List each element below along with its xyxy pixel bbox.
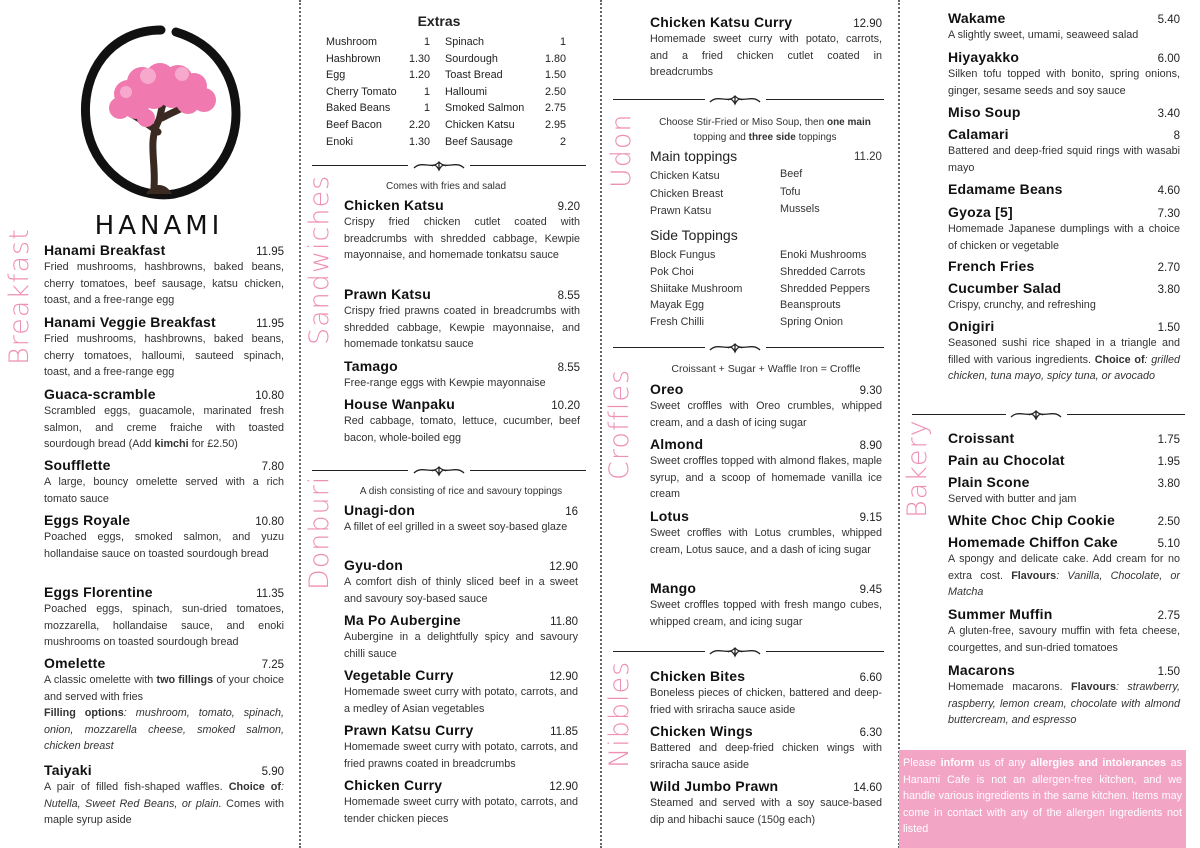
menu-item [44, 762, 284, 829]
item-name: Omelette [44, 655, 106, 671]
item-desc: Poached eggs, spinach, sun-dried tomatoes, mozzarella, hollandaise sauce, and enoki mushrooms on toasted sourdough bread [44, 603, 284, 648]
udon-side-title: Side Toppings [650, 227, 738, 243]
item-price: 7.80 [261, 461, 284, 473]
logo [76, 22, 246, 241]
udon-note: Choose Stir-Fried or Miso Soup, then one main topping and three side toppings [659, 117, 871, 143]
item-name: Soufflette [44, 457, 111, 473]
allergy-notice: Please inform us of any allergies and intolerances as Hanami Cafe is not an allergen-free kitchen, and we handle various ingredients in the same kitchen. Items may come in contact with any of the allergen ingredients not listed [899, 750, 1186, 848]
menu-item [44, 457, 284, 507]
menu-item: Homemade Chiffon Cake 5.10 A spongy and delicate cake. Add cream for no extra cost. Flavours: Vanilla, Chocolate, or Matcha [948, 534, 1180, 598]
menu-item: Calamari 8 Battered and deep-fried squid rings with wasabi mayo [948, 126, 1180, 174]
section-note: Croissant + Sugar + Waffle Iron = Croffle [671, 363, 861, 375]
brand-name: HANAMI [94, 211, 224, 241]
section-title-nibbles: Nibbles [604, 660, 635, 768]
item-name: Eggs Royale [44, 512, 131, 528]
menu-item [44, 314, 284, 381]
menu-item: Wakame 5.40 A slightly sweet, umami, seaweed salad [948, 10, 1180, 41]
menu-item [44, 512, 284, 562]
item-price: 10.80 [255, 516, 284, 528]
menu-item: Chicken Bites 6.60 Boneless pieces of chicken, battered and deep-fried with sriracha sauce aside [650, 668, 882, 716]
menu-item: White Choc Chip Cookie 2.50 [948, 512, 1180, 528]
section-title-sandwiches: Sandwiches [304, 174, 335, 345]
udon-main-price: 11.20 [854, 151, 882, 163]
menu-item: Unagi-don 16 A fillet of eel grilled in a sweet soy-based glaze [344, 502, 578, 533]
menu-item: Hiyayakko 6.00 Silken tofu topped with bonito, spring onions, ginger, sesame seeds and soy sauce [948, 49, 1180, 97]
menu-item [44, 386, 284, 453]
menu-item [44, 655, 284, 755]
menu-item: Chicken Katsu Curry 12.90 Homemade sweet curry with potato, carrots, and a fried chicken cutlet coated in breadcrumbs [650, 14, 882, 78]
menu-item: Tamago 8.55 Free-range eggs with Kewpie mayonnaise [344, 358, 580, 389]
item-price: 7.25 [261, 659, 284, 671]
divider-line [1067, 414, 1185, 415]
item-price: 11.95 [256, 318, 284, 330]
udon-side-right: Enoki Mushrooms Shredded Carrots Shredded Peppers Beansprouts Spring Onion [780, 249, 871, 329]
menu-item: Pain au Chocolat 1.95 [948, 452, 1180, 468]
item-name: Guaca-scramble [44, 386, 156, 402]
udon-main-right: Beef Tofu Mussels [780, 168, 820, 215]
cherry-blossom-logo-icon [76, 22, 246, 202]
item-price: 10.80 [255, 390, 284, 402]
section-title-udon: Udon [606, 113, 637, 188]
item-desc: A large, bouncy omelette served with a rich tomato sauce [44, 476, 284, 505]
menu-item: House Wanpaku 10.20 Red cabbage, tomato, lettuce, cucumber, beef bacon, whole-boiled egg [344, 396, 580, 444]
column-divider [898, 0, 900, 848]
item-desc: Fried mushrooms, hashbrowns, baked beans, cherry tomatoes, halloumi, sauteed spinach, toast, and a free-range egg [44, 333, 284, 378]
menu-item: Oreo 9.30 Sweet croffles with Oreo crumbles, whipped cream, and a dash of icing sugar [650, 381, 882, 429]
item-price: 11.35 [256, 588, 284, 600]
item-name: Taiyaki [44, 762, 92, 778]
divider-line [613, 347, 705, 348]
menu-item: Edamame Beans 4.60 [948, 181, 1180, 197]
menu-item: French Fries 2.70 [948, 258, 1180, 274]
divider-line [470, 470, 586, 471]
divider-line [470, 165, 586, 166]
section-title-donburi: Donburi [304, 475, 335, 590]
item-desc: A pair of filled fish-shaped waffles. Choice of: Nutella, Sweet Red Beans, or plain. Comes with maple syrup aside [44, 781, 284, 826]
extras-list-right: Spinach 1 Sourdough 1.80 Toast Bread 1.50 Halloumi 2.50 Smoked Salmon 2.75 Chicken Katsu 2.95 Beef Sausage 2 [445, 36, 566, 148]
ornament-icon [1009, 407, 1063, 421]
divider-line [613, 99, 705, 100]
column-divider [299, 0, 301, 848]
extras-title: Extras [417, 13, 461, 29]
menu-item: Gyu-don 12.90 A comfort dish of thinly sliced beef in a sweet and savoury soy-based sauce [344, 557, 578, 605]
divider-line [766, 347, 884, 348]
item-desc: Poached eggs, smoked salmon, and yuzu hollandaise sauce on toasted sourdough bread [44, 531, 284, 560]
menu-item: Chicken Curry 12.90 Homemade sweet curry with potato, carrots, and tender chicken pieces [344, 777, 578, 825]
menu-item: Chicken Katsu 9.20 Crispy fried chicken cutlet coated with breadcrumbs with shredded cabbage, Kewpie mayonnaise, and homemade tonkatsu sauce [344, 197, 580, 261]
divider-line [613, 651, 705, 652]
ornament-icon [412, 463, 466, 477]
item-desc: A classic omelette with two fillings of your choice and served with fries Filling options: mushroom, tomato, spinach, onion, mozzarella cheese, smoked salmon, chicken breast [44, 674, 284, 752]
divider-line [766, 651, 884, 652]
item-desc: Fried mushrooms, hashbrowns, baked beans, cherry tomatoes, beef sausage, katsu chicken, toast, and a free-range egg [44, 261, 284, 306]
divider-line [766, 99, 884, 100]
divider-line [312, 165, 408, 166]
menu-item: Miso Soup 3.40 [948, 104, 1180, 120]
menu-item: Croissant 1.75 [948, 430, 1180, 446]
item-desc: Scrambled eggs, guacamole, marinated fresh salmon, and creme fraiche with toasted sourdough bread (Add kimchi for £2.50) [44, 405, 284, 450]
section-title-breakfast: Breakfast [4, 228, 35, 365]
menu-item: Plain Scone 3.80 Served with butter and jam [948, 474, 1180, 505]
udon-main-left: Chicken Katsu Chicken Breast Prawn Katsu [650, 170, 724, 217]
menu-item: Almond 8.90 Sweet croffles topped with almond flakes, maple syrup, and a scoop of homemade vanilla ice cream [650, 436, 882, 500]
section-title-croffles: Croffles [604, 368, 635, 480]
ornament-icon [708, 92, 762, 106]
menu-item: Onigiri 1.50 Seasoned sushi rice shaped in a triangle and filled with various ingredients. Choice of: grilled chicken, tuna mayo, spicy tuna, or avocado [948, 318, 1181, 382]
item-price: 11.95 [256, 246, 284, 258]
section-note: A dish consisting of rice and savoury toppings [359, 486, 563, 497]
divider-line [312, 470, 408, 471]
menu-item: Ma Po Aubergine 11.80 Aubergine in a delightfully spicy and savoury chilli sauce [344, 612, 578, 660]
menu-item: Prawn Katsu Curry 11.85 Homemade sweet curry with potato, carrots, and fried prawns coated in breadcrumbs [344, 722, 578, 770]
item-name: Hanami Breakfast [44, 242, 166, 258]
menu-item: Gyoza [5] 7.30 Homemade Japanese dumplings with a choice of chicken or vegetable [948, 204, 1180, 252]
menu-item [44, 242, 284, 309]
item-price: 5.90 [261, 766, 284, 778]
menu-item: Wild Jumbo Prawn 14.60 Steamed and served with a soy sauce-based dip and hibachi sauce (150g each) [650, 778, 882, 826]
section-note: Comes with fries and salad [385, 181, 507, 192]
ornament-icon [708, 340, 762, 354]
column-divider [600, 0, 602, 848]
item-name: Eggs Florentine [44, 584, 153, 600]
menu-item: Lotus 9.15 Sweet croffles with Lotus crumbles, whipped cream, Lotus sauce, and a dash of icing sugar [650, 508, 882, 556]
menu-item: Vegetable Curry 12.90 Homemade sweet curry with potato, carrots, and a medley of Asian vegetables [344, 667, 578, 715]
section-title-bakery: Bakery [902, 419, 933, 518]
menu-item: Macarons 1.50 Homemade macarons. Flavours: strawberry, raspberry, lemon cream, chocolate with almond buttercream, and espresso [948, 662, 1180, 726]
menu-item: Prawn Katsu 8.55 Crispy fried prawns coated in breadcrumbs with shredded cabbage, Kewpie mayonnaise, and homemade tonkatsu sauce [344, 286, 580, 350]
item-name: Hanami Veggie Breakfast [44, 314, 216, 330]
menu-item: Mango 9.45 Sweet croffles topped with fresh mango cubes, whipped cream, and icing sugar [650, 580, 882, 628]
divider-line [912, 414, 1006, 415]
udon-side-left: Block Fungus Pok Choi Shiitake Mushroom Mayak Egg Fresh Chilli [650, 249, 743, 329]
menu-item: Cucumber Salad 3.80 Crispy, crunchy, and refreshing [948, 280, 1180, 311]
udon-main-title: Main toppings [650, 148, 738, 164]
menu-item: Chicken Wings 6.30 Battered and deep-fried chicken wings with sriracha sauce aside [650, 723, 882, 771]
ornament-icon [412, 158, 466, 172]
menu-item [44, 584, 284, 651]
menu-item: Summer Muffin 2.75 A gluten-free, savoury muffin with feta cheese, courgettes, and sun-dried tomatoes [948, 606, 1180, 654]
extras-list-left: Mushroom 1 Hashbrown 1.30 Egg 1.20 Cherry Tomato 1 Baked Beans 1 Beef Bacon 2.20 Enoki 1.30 [326, 36, 430, 148]
ornament-icon [708, 644, 762, 658]
